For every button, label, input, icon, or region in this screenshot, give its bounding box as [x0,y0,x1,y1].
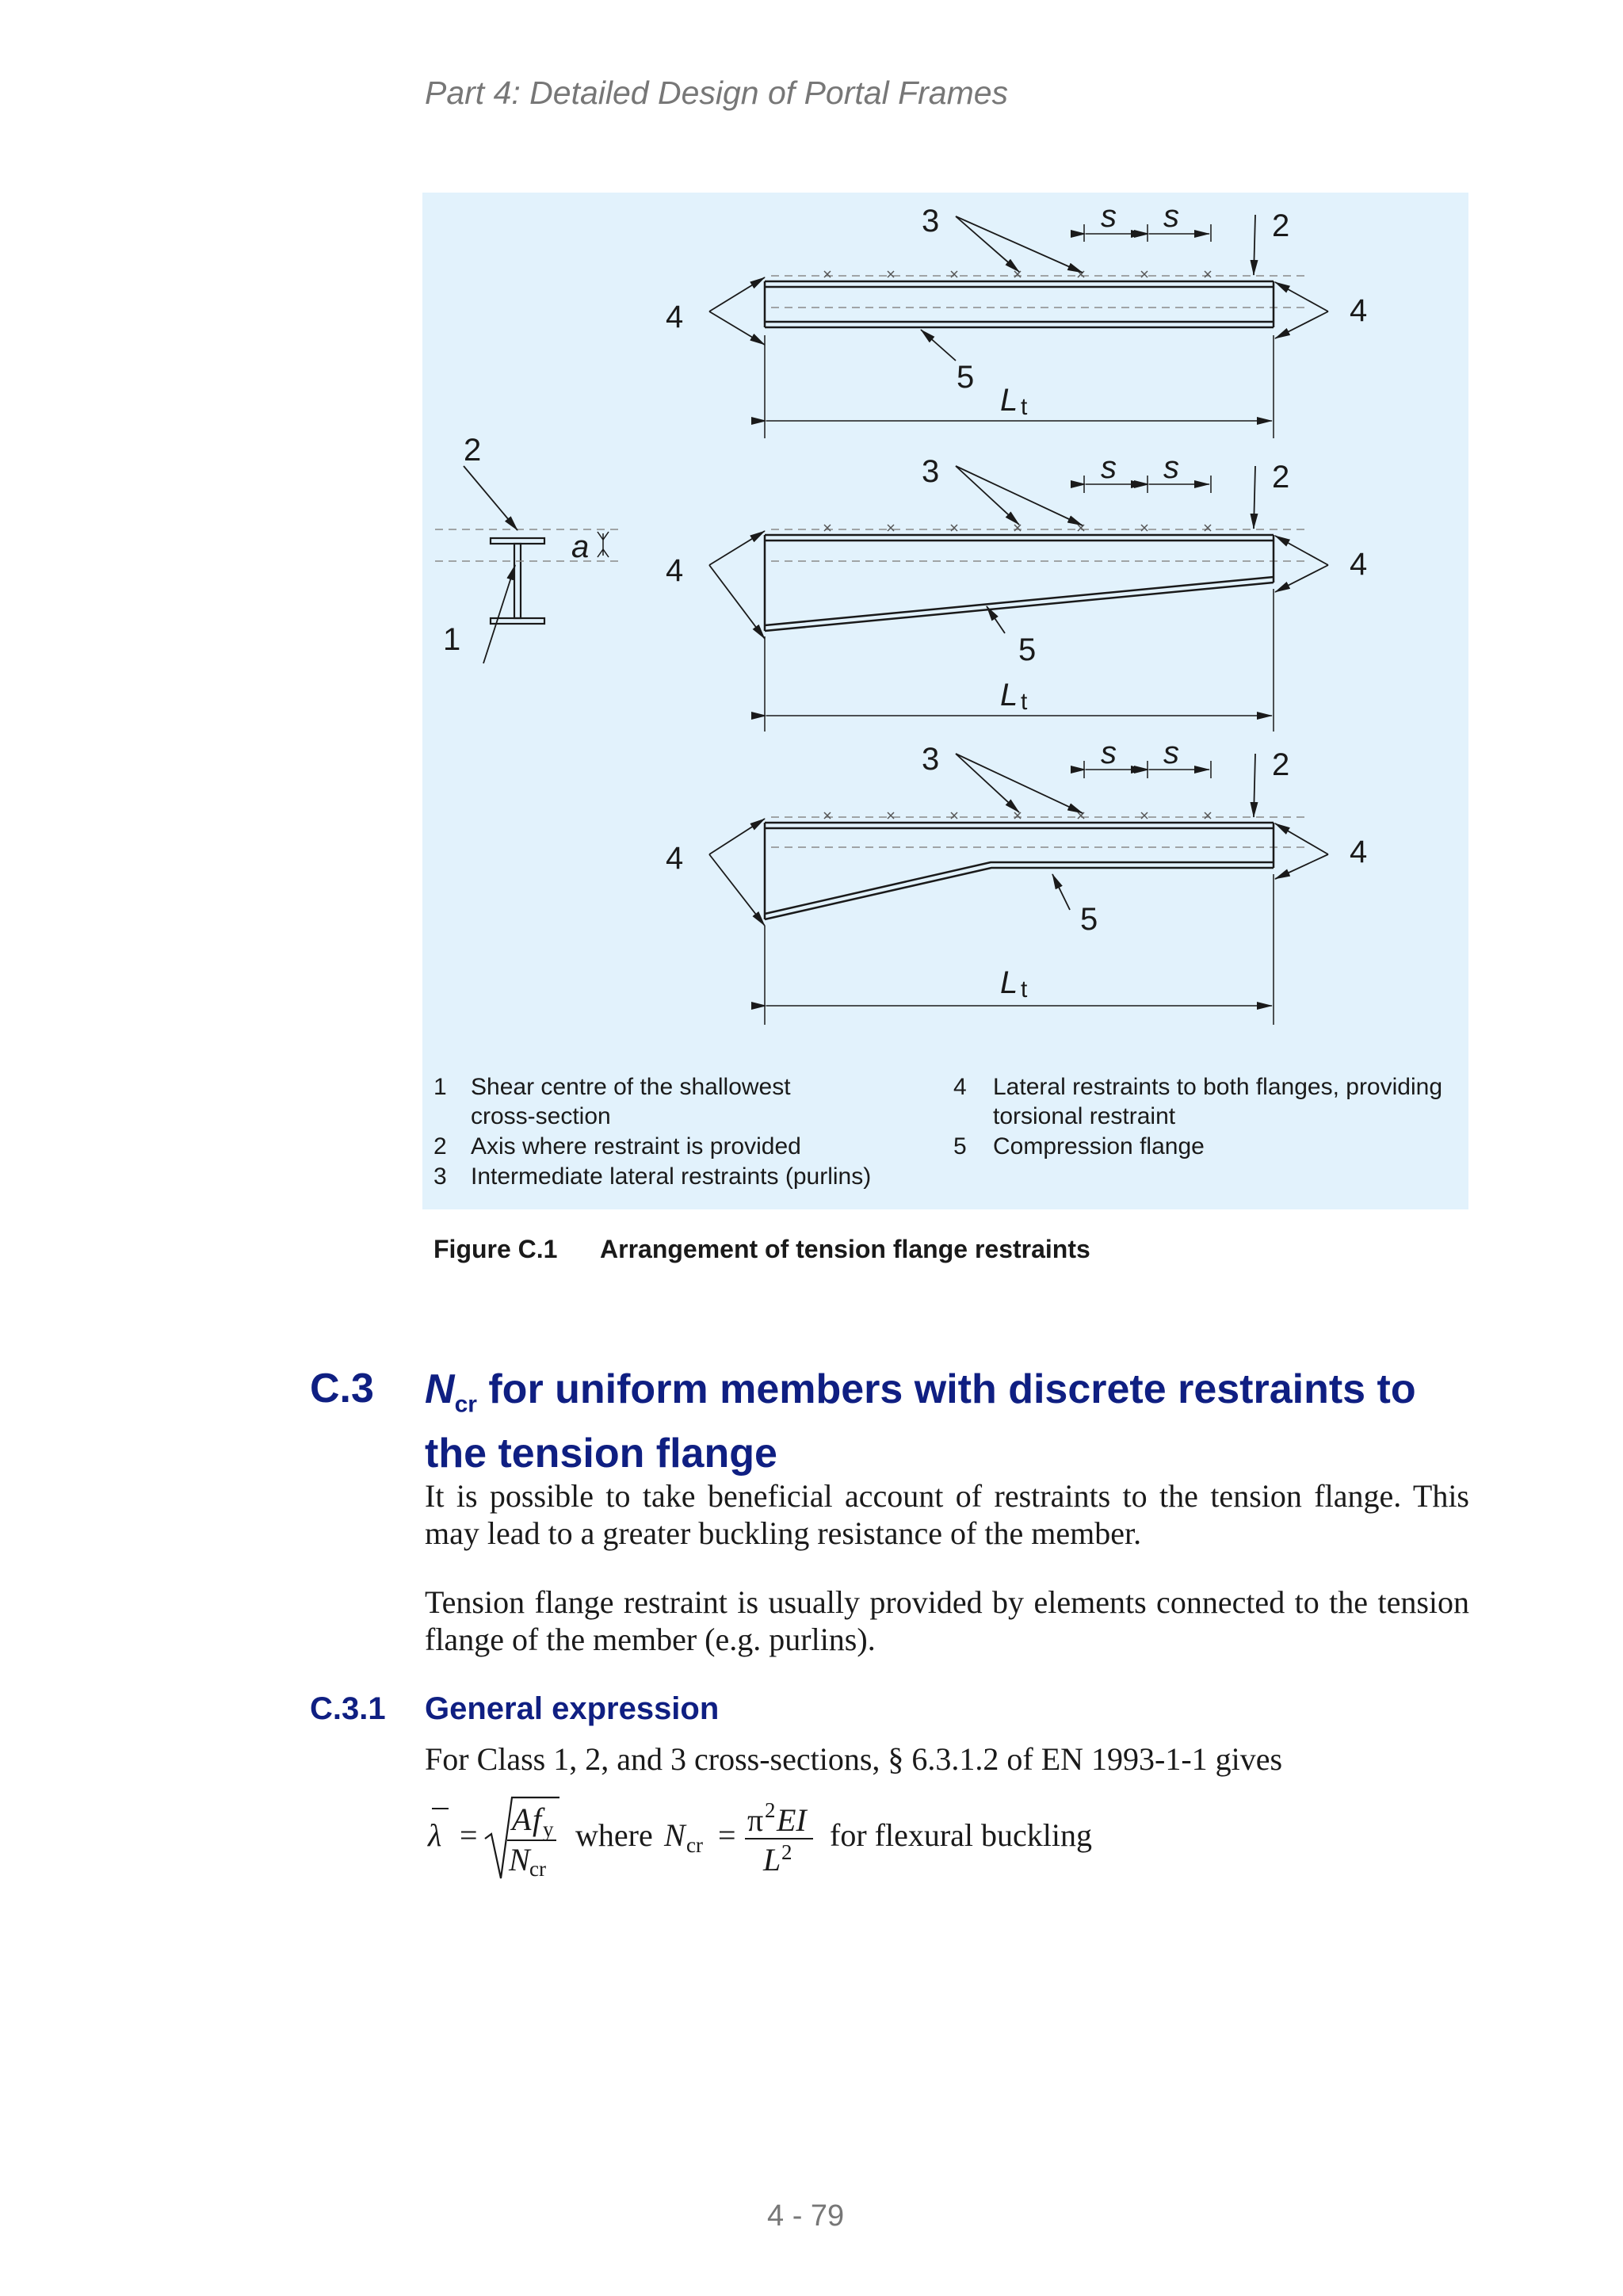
dimension-a: a [571,529,590,564]
section-title-text: for uniform members with discrete restraints to the tension flange [425,1366,1416,1477]
key-text: Lateral restraints to both flanges, providing torsional restraint [993,1074,1442,1129]
length-dimensions [765,335,1274,1025]
figure-diagram [422,193,1468,1209]
dimension-lt-subscript: t [1021,976,1028,1003]
body-paragraph: Tension flange restraint is usually provided by elements connected to the tension flange of the member (e.g. purlins). [425,1584,1469,1657]
eq-cr-subscript: cr [529,1857,546,1881]
figure-caption-text: Arrangement of tension flange restraints [600,1235,1090,1263]
member-2 [765,525,1307,631]
eq-A: A [512,1801,532,1837]
member-1 [765,271,1307,327]
subsection-number: C.3.1 [310,1691,386,1726]
key-text: Compression flange [993,1133,1205,1159]
dimension-lt-subscript: t [1021,394,1028,420]
eq-y-subscript: y [543,1817,554,1841]
label-4: 4 [1350,293,1368,328]
running-header: Part 4: Detailed Design of Portal Frames [425,74,1009,111]
key-number: 3 [433,1163,447,1190]
eq-squared: 2 [765,1798,776,1822]
dimension-s: s [1163,199,1179,234]
label-4: 4 [666,841,684,876]
subsection-title: General expression [425,1691,720,1726]
label-4: 4 [1350,835,1368,869]
label-4: 4 [666,300,684,334]
label-2: 2 [1272,208,1290,243]
eq-suffix: for flexural buckling [830,1817,1092,1853]
key-number: 4 [953,1074,967,1100]
label-5: 5 [1080,902,1098,937]
dimension-s: s [1101,199,1117,234]
dimension-lt-subscript: t [1021,689,1028,715]
body-paragraph: For Class 1, 2, and 3 cross-sections, § 6.3.1.2 of EN 1993-1-1 gives [425,1741,1283,1777]
label-3: 3 [922,454,940,489]
section-title-symbol-subscript: cr [454,1391,477,1418]
body-paragraph: It is possible to take beneficial account of restraints to the tension flange. This may lead to a greater buckling resistance of the member. [425,1478,1469,1551]
page-number: 4 - 79 [767,2199,845,2233]
eq-cr-subscript: cr [686,1833,703,1857]
dimension-s: s [1163,450,1179,485]
eq-f: f [533,1801,542,1837]
key-number: 1 [433,1074,447,1100]
key-number: 2 [433,1133,447,1159]
label-5: 5 [957,360,975,395]
figure-caption [433,1235,1090,1264]
eq-lambda-bar: λ [428,1817,442,1853]
label-2: 2 [464,433,482,468]
eq-L: L [763,1842,781,1878]
label-2: 2 [1272,460,1290,495]
label-5: 5 [1018,632,1037,667]
eq-equals: = [460,1817,478,1853]
eq-where: where [575,1817,653,1853]
figure-caption-label: Figure C.1 [433,1235,558,1263]
label-4: 4 [666,553,684,588]
eq-pi: π [747,1802,764,1838]
label-1: 1 [443,622,461,657]
key-text: Axis where restraint is provided [471,1133,801,1159]
dimension-lt: L [1000,965,1018,1000]
dimension-lt: L [1000,678,1018,712]
eq-N: N [664,1817,685,1853]
i-section-symbol [491,538,544,624]
dimension-s: s [1163,735,1179,770]
dimension-s: s [1101,450,1117,485]
eq-equals: = [718,1817,736,1853]
label-3: 3 [922,204,940,239]
slenderness-equation [412,1793,1205,1896]
label-4: 4 [1350,547,1368,582]
section-number: C.3 [310,1366,374,1412]
eq-squared: 2 [781,1840,792,1864]
eq-EI: EI [777,1802,807,1838]
label-3: 3 [922,742,940,777]
section-title-symbol: N [425,1366,455,1412]
member-3 [765,812,1307,919]
key-text: Intermediate lateral restraints (purlins) [471,1163,872,1190]
dimension-lt: L [1000,383,1018,418]
label-2: 2 [1272,747,1290,782]
key-text: Shear centre of the shallowest cross-section [471,1074,791,1129]
key-number: 5 [953,1133,967,1159]
eq-N: N [509,1842,530,1878]
dimension-s: s [1101,735,1117,770]
section-title [425,1365,1479,1479]
